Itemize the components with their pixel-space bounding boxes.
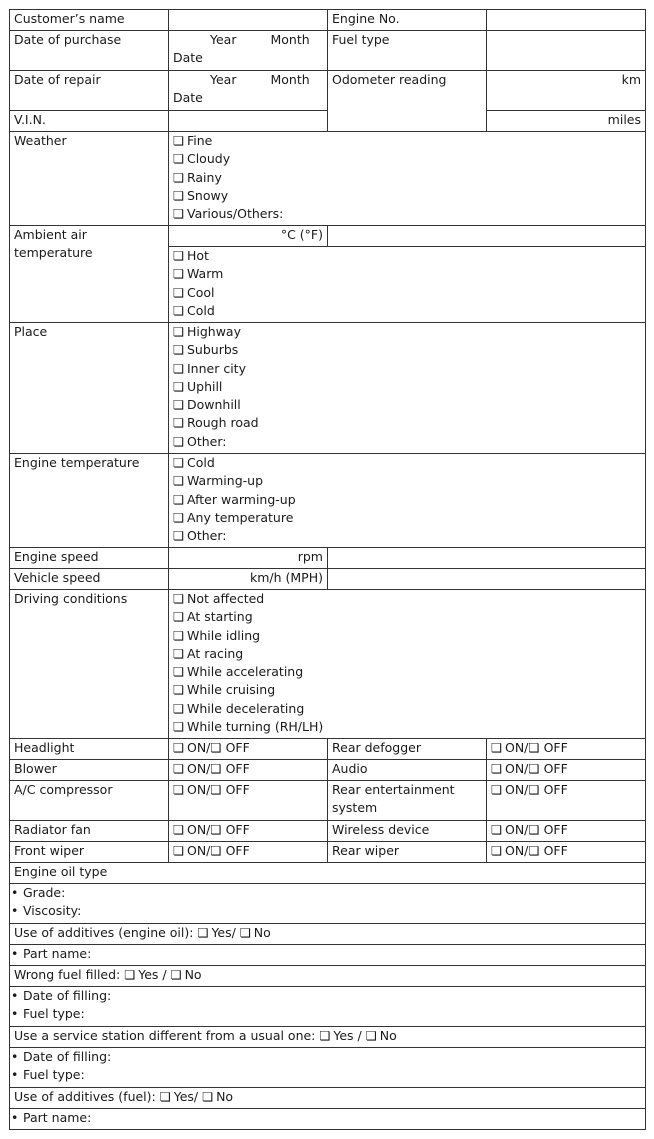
engine-speed-unit: rpm [297, 549, 323, 564]
driving-option[interactable]: ❏ At racing [173, 645, 641, 663]
wrong-fuel-question: Wrong fuel filled: ❏ Yes / ❏ No [10, 966, 646, 987]
purchase-month-label: Month [270, 32, 310, 47]
blower-onoff[interactable]: ❏ ON/❏ OFF [169, 760, 328, 781]
repair-date-field[interactable] [169, 71, 328, 111]
radiator-fan-onoff[interactable]: ❏ ON/❏ OFF [169, 821, 328, 842]
weather-options [169, 132, 646, 226]
odometer-km-field[interactable] [487, 71, 646, 111]
engine-oil-type-details[interactable] [10, 884, 646, 924]
checkbox-icon[interactable]: ❏ [173, 206, 185, 222]
engine-oil-type-label: Engine oil type [10, 863, 646, 884]
odometer-miles-unit: miles [607, 112, 641, 127]
fuel-type-label: Fuel type [328, 31, 487, 71]
checkbox-icon[interactable]: ❏ [173, 528, 185, 544]
rear-entertainment-label: Rear entertainment system [328, 781, 487, 821]
ambient-option[interactable]: ❏ Warm [173, 265, 641, 283]
engine-no-label: Engine No. [328, 10, 487, 31]
ambient-temp-label: Ambient air temperature [10, 226, 169, 323]
checkbox-icon[interactable]: ❏ [491, 822, 503, 837]
checkbox-icon[interactable]: ❏ [173, 700, 185, 716]
checkbox-icon[interactable]: ❏ [173, 266, 185, 282]
purchase-date-label: Date of purchase [10, 31, 169, 71]
checkbox-icon[interactable]: ❏ [173, 740, 185, 755]
rear-defogger-label: Rear defogger [328, 739, 487, 760]
engine-temp-option[interactable]: ❏ Any temperature [173, 509, 641, 527]
purchase-year-label: Year [210, 32, 237, 47]
customer-name-field[interactable] [169, 10, 328, 31]
ambient-options [169, 247, 646, 323]
place-option[interactable]: ❏ Downhill [173, 396, 641, 414]
engine-speed-label: Engine speed [10, 548, 169, 569]
additives-fuel-question: Use of additives (fuel): ❏ Yes/ ❏ No [10, 1088, 646, 1109]
checkbox-icon[interactable]: ❏ [170, 967, 182, 982]
place-option[interactable]: ❏ Uphill [173, 378, 641, 396]
weather-option[interactable]: ❏ Rainy [173, 169, 641, 187]
ambient-temp-field[interactable] [169, 226, 328, 247]
weather-option[interactable]: ❏ Fine [173, 132, 641, 150]
checkbox-icon[interactable]: ❏ [173, 609, 185, 625]
checkbox-icon[interactable]: ❏ [173, 782, 185, 797]
place-label: Place [10, 323, 169, 454]
ambient-option[interactable]: ❏ Cold [173, 302, 641, 320]
oil-part-name-item: • Part name: [14, 945, 641, 963]
station-date-item: • Date of filling: [14, 1048, 641, 1066]
engine-temp-option[interactable]: ❏ After warming-up [173, 491, 641, 509]
checkbox-icon[interactable]: ❏ [173, 133, 185, 148]
checkbox-icon[interactable]: ❏ [173, 682, 185, 698]
rear-wiper-label: Rear wiper [328, 842, 487, 863]
place-option[interactable]: ❏ Other: [173, 433, 641, 451]
checkbox-icon[interactable]: ❏ [173, 664, 185, 680]
driving-option[interactable]: ❏ While turning (RH/LH) [173, 718, 641, 736]
driving-option[interactable]: ❏ While cruising [173, 681, 641, 699]
checkbox-icon[interactable]: ❏ [173, 822, 185, 837]
driving-option[interactable]: ❏ While accelerating [173, 663, 641, 681]
place-option[interactable]: ❏ Suburbs [173, 341, 641, 359]
weather-option[interactable]: ❏ Cloudy [173, 150, 641, 168]
checkbox-icon[interactable]: ❏ [173, 169, 185, 185]
checkbox-icon[interactable]: ❏ [173, 342, 185, 358]
vehicle-speed-unit: km/h (MPH) [250, 570, 323, 585]
place-option[interactable]: ❏ Rough road [173, 414, 641, 432]
checkbox-icon[interactable]: ❏ [173, 843, 185, 858]
additives-oil-details[interactable] [10, 945, 646, 966]
headlight-label: Headlight [10, 739, 169, 760]
odometer-miles-field[interactable] [487, 111, 646, 132]
audio-onoff[interactable]: ❏ ON/❏ OFF [487, 760, 646, 781]
fuel-type-field[interactable] [487, 31, 646, 71]
repair-year-label: Year [210, 72, 237, 87]
repair-date-label: Date of repair [10, 71, 169, 111]
repair-date-day-label: Date [173, 90, 203, 106]
checkbox-icon[interactable]: ❏ [202, 1089, 214, 1104]
engine-temp-option[interactable]: ❏ Cold [173, 454, 641, 472]
front-wiper-label: Front wiper [10, 842, 169, 863]
checkbox-icon[interactable]: ❏ [197, 925, 209, 940]
checkbox-icon[interactable]: ❏ [173, 415, 185, 431]
ambient-temp-unit: °C (°F) [280, 227, 323, 242]
checkbox-icon[interactable]: ❏ [173, 509, 185, 525]
driving-conditions-options [169, 590, 646, 739]
purchase-date-day-label: Date [173, 50, 203, 66]
wrong-fuel-date-item: • Date of filling: [14, 987, 641, 1005]
checkbox-icon[interactable]: ❏ [173, 187, 185, 203]
checkbox-icon[interactable]: ❏ [173, 761, 185, 776]
vin-label: V.I.N. [10, 111, 169, 132]
station-fuel-type-item: • Fuel type: [14, 1066, 641, 1084]
ambient-temp-blank[interactable] [328, 226, 646, 247]
engine-temp-option[interactable]: ❏ Warming-up [173, 472, 641, 490]
engine-speed-blank[interactable] [328, 548, 646, 569]
driving-option[interactable]: ❏ Not affected [173, 590, 641, 608]
checkbox-icon[interactable]: ❏ [173, 397, 185, 413]
engine-temp-options [169, 454, 646, 548]
oil-viscosity-item: • Viscosity: [14, 902, 641, 920]
checkbox-icon[interactable]: ❏ [491, 740, 503, 755]
engine-no-field[interactable] [487, 10, 646, 31]
checkbox-icon[interactable]: ❏ [173, 491, 185, 507]
wireless-device-label: Wireless device [328, 821, 487, 842]
checkbox-icon[interactable]: ❏ [173, 151, 185, 167]
checkbox-icon[interactable]: ❏ [173, 591, 185, 606]
checkbox-icon[interactable]: ❏ [491, 761, 503, 776]
customer-name-label: Customer’s name [10, 10, 169, 31]
fuel-part-name-item: • Part name: [14, 1109, 641, 1127]
vin-field[interactable] [169, 111, 328, 132]
odometer-km-unit: km [621, 72, 641, 87]
wireless-device-onoff[interactable]: ❏ ON/❏ OFF [487, 821, 646, 842]
checkbox-icon[interactable]: ❏ [173, 302, 185, 318]
checkbox-icon[interactable]: ❏ [173, 378, 185, 394]
rear-entertainment-onoff[interactable]: ❏ ON/❏ OFF [487, 781, 646, 821]
purchase-date-field[interactable] [169, 31, 328, 71]
checkbox-icon[interactable]: ❏ [173, 627, 185, 643]
checkbox-icon[interactable]: ❏ [173, 248, 185, 263]
wrong-fuel-type-item: • Fuel type: [14, 1005, 641, 1023]
service-station-question: Use a service station different from a usual one: ❏ Yes / ❏ No [10, 1027, 646, 1048]
engine-temp-option[interactable]: ❏ Other: [173, 527, 641, 545]
checkbox-icon[interactable]: ❏ [159, 1089, 171, 1104]
checkbox-icon[interactable]: ❏ [124, 967, 136, 982]
repair-month-label: Month [270, 72, 310, 87]
checkbox-icon[interactable]: ❏ [319, 1028, 331, 1043]
checkbox-icon[interactable]: ❏ [491, 782, 503, 797]
rear-wiper-onoff[interactable]: ❏ ON/❏ OFF [487, 842, 646, 863]
driving-option[interactable]: ❏ While decelerating [173, 700, 641, 718]
driving-conditions-label: Driving conditions [10, 590, 169, 739]
driving-option[interactable]: ❏ While idling [173, 627, 641, 645]
audio-label: Audio [328, 760, 487, 781]
blower-label: Blower [10, 760, 169, 781]
checkbox-icon[interactable]: ❏ [173, 473, 185, 489]
weather-option[interactable]: ❏ Snowy [173, 187, 641, 205]
rear-defogger-onoff[interactable]: ❏ ON/❏ OFF [487, 739, 646, 760]
front-wiper-onoff[interactable]: ❏ ON/❏ OFF [169, 842, 328, 863]
odometer-label: Odometer reading [328, 71, 487, 132]
engine-speed-field[interactable] [169, 548, 328, 569]
checkbox-icon[interactable]: ❏ [173, 324, 185, 339]
place-options [169, 323, 646, 454]
place-option[interactable]: ❏ Highway [173, 323, 641, 341]
checkbox-icon[interactable]: ❏ [173, 455, 185, 470]
checkbox-icon[interactable]: ❏ [173, 433, 185, 449]
additives-fuel-details[interactable] [10, 1109, 646, 1130]
checkbox-icon[interactable]: ❏ [173, 360, 185, 376]
checkbox-icon[interactable]: ❏ [173, 284, 185, 300]
checkbox-icon[interactable]: ❏ [365, 1028, 377, 1043]
vehicle-speed-field[interactable] [169, 569, 328, 590]
service-station-details[interactable] [10, 1048, 646, 1088]
checkbox-icon[interactable]: ❏ [173, 719, 185, 735]
additives-oil-question: Use of additives (engine oil): ❏ Yes/ ❏ No [10, 924, 646, 945]
headlight-onoff[interactable]: ❏ ON/❏ OFF [169, 739, 328, 760]
driving-option[interactable]: ❏ At starting [173, 608, 641, 626]
diagnosis-questionnaire-form [9, 9, 646, 1130]
weather-option[interactable]: ❏ Various/Others: [173, 205, 641, 223]
checkbox-icon[interactable]: ❏ [173, 645, 185, 661]
oil-grade-item: • Grade: [14, 884, 641, 902]
engine-temp-label: Engine temperature [10, 454, 169, 548]
ac-compressor-label: A/C compressor [10, 781, 169, 821]
place-option[interactable]: ❏ Inner city [173, 360, 641, 378]
ambient-option[interactable]: ❏ Hot [173, 247, 641, 265]
wrong-fuel-details[interactable] [10, 987, 646, 1027]
weather-label: Weather [10, 132, 169, 226]
ambient-option[interactable]: ❏ Cool [173, 284, 641, 302]
ac-compressor-onoff[interactable]: ❏ ON/❏ OFF [169, 781, 328, 821]
checkbox-icon[interactable]: ❏ [239, 925, 252, 940]
checkbox-icon[interactable]: ❏ [491, 843, 503, 858]
vehicle-speed-label: Vehicle speed [10, 569, 169, 590]
radiator-fan-label: Radiator fan [10, 821, 169, 842]
vehicle-speed-blank[interactable] [328, 569, 646, 590]
